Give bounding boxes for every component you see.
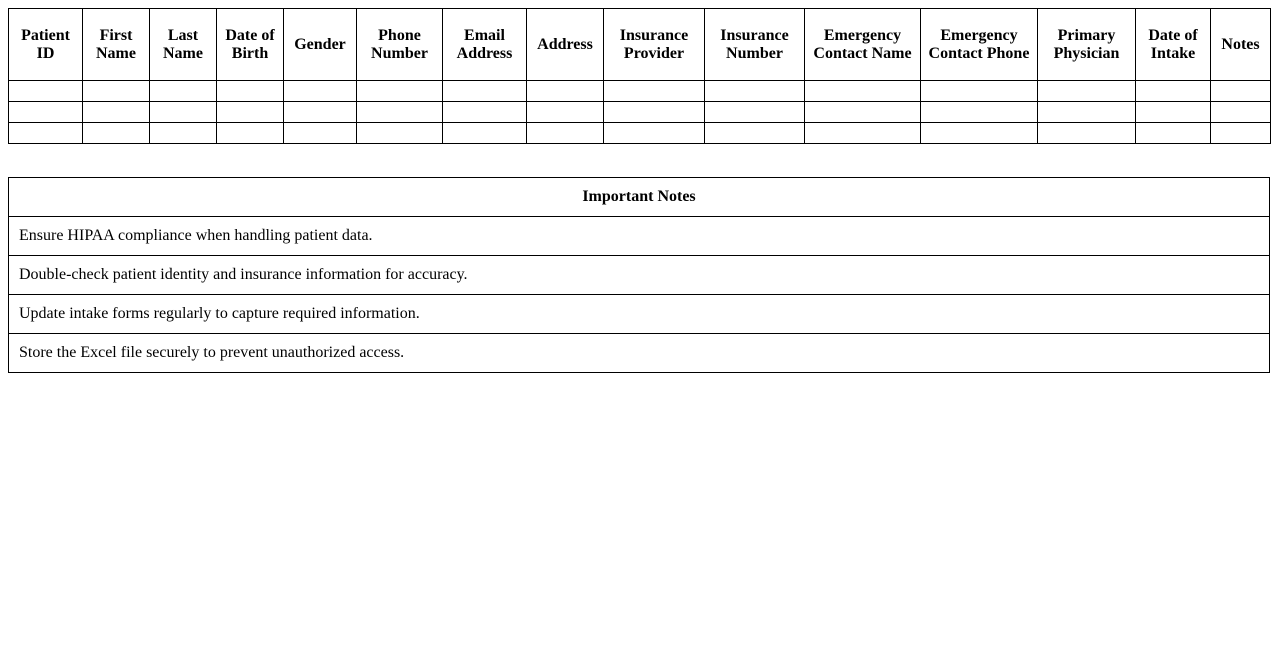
- table-cell[interactable]: [527, 81, 604, 102]
- header-address: Address: [527, 9, 604, 81]
- table-cell[interactable]: [1038, 102, 1136, 123]
- notes-header-row: [9, 178, 1270, 217]
- header-notes: Notes: [1211, 9, 1271, 81]
- table-cell[interactable]: [705, 123, 805, 144]
- table-cell[interactable]: [527, 123, 604, 144]
- note-row: [9, 217, 1270, 256]
- header-emergency-contact-phone: Emergency Contact Phone: [921, 9, 1038, 81]
- table-cell[interactable]: [805, 123, 921, 144]
- important-notes-table: [8, 177, 1270, 373]
- header-insurance-provider: Insurance Provider: [604, 9, 705, 81]
- table-cell[interactable]: [604, 123, 705, 144]
- header-date-of-intake: Date of Intake: [1136, 9, 1211, 81]
- table-cell[interactable]: [83, 123, 150, 144]
- note-item: Update intake forms regularly to capture required information.: [9, 295, 1270, 334]
- table-cell[interactable]: [83, 81, 150, 102]
- table-cell[interactable]: [443, 102, 527, 123]
- table-cell[interactable]: [284, 81, 357, 102]
- table-cell[interactable]: [217, 102, 284, 123]
- table-cell[interactable]: [443, 123, 527, 144]
- table-cell[interactable]: [284, 123, 357, 144]
- table-row: [9, 81, 1271, 102]
- table-body: [9, 81, 1271, 144]
- table-cell[interactable]: [1211, 123, 1271, 144]
- table-cell[interactable]: [1038, 81, 1136, 102]
- table-cell[interactable]: [1136, 123, 1211, 144]
- table-cell[interactable]: [604, 102, 705, 123]
- table-cell[interactable]: [357, 81, 443, 102]
- header-primary-physician: Primary Physician: [1038, 9, 1136, 81]
- table-cell[interactable]: [9, 81, 83, 102]
- table-row: [9, 123, 1271, 144]
- table-cell[interactable]: [150, 102, 217, 123]
- table-cell[interactable]: [357, 123, 443, 144]
- table-cell[interactable]: [83, 102, 150, 123]
- note-item: Ensure HIPAA compliance when handling patient data.: [9, 217, 1270, 256]
- header-gender: Gender: [284, 9, 357, 81]
- table-cell[interactable]: [921, 81, 1038, 102]
- header-last-name: Last Name: [150, 9, 217, 81]
- header-insurance-number: Insurance Number: [705, 9, 805, 81]
- header-patient-id: Patient ID: [9, 9, 83, 81]
- table-cell[interactable]: [217, 81, 284, 102]
- table-cell[interactable]: [9, 123, 83, 144]
- header-first-name: First Name: [83, 9, 150, 81]
- patient-intake-table: [8, 8, 1271, 144]
- table-cell[interactable]: [9, 102, 83, 123]
- header-date-of-birth: Date of Birth: [217, 9, 284, 81]
- note-item: Store the Excel file securely to prevent unauthorized access.: [9, 334, 1270, 373]
- table-cell[interactable]: [921, 102, 1038, 123]
- table-cell[interactable]: [284, 102, 357, 123]
- note-row: [9, 334, 1270, 373]
- header-phone-number: Phone Number: [357, 9, 443, 81]
- table-row: [9, 102, 1271, 123]
- table-cell[interactable]: [357, 102, 443, 123]
- table-header-row: [9, 9, 1271, 81]
- table-cell[interactable]: [705, 81, 805, 102]
- table-cell[interactable]: [150, 123, 217, 144]
- table-cell[interactable]: [1211, 81, 1271, 102]
- table-cell[interactable]: [805, 81, 921, 102]
- table-cell[interactable]: [805, 102, 921, 123]
- table-cell[interactable]: [1136, 81, 1211, 102]
- table-cell[interactable]: [1211, 102, 1271, 123]
- header-emergency-contact-name: Emergency Contact Name: [805, 9, 921, 81]
- note-row: [9, 295, 1270, 334]
- notes-title: Important Notes: [9, 178, 1270, 217]
- table-cell[interactable]: [443, 81, 527, 102]
- note-row: [9, 256, 1270, 295]
- header-email-address: Email Address: [443, 9, 527, 81]
- table-cell[interactable]: [921, 123, 1038, 144]
- table-cell[interactable]: [150, 81, 217, 102]
- table-cell[interactable]: [217, 123, 284, 144]
- table-cell[interactable]: [1038, 123, 1136, 144]
- table-cell[interactable]: [604, 81, 705, 102]
- table-cell[interactable]: [705, 102, 805, 123]
- table-cell[interactable]: [527, 102, 604, 123]
- table-cell[interactable]: [1136, 102, 1211, 123]
- note-item: Double-check patient identity and insurance information for accuracy.: [9, 256, 1270, 295]
